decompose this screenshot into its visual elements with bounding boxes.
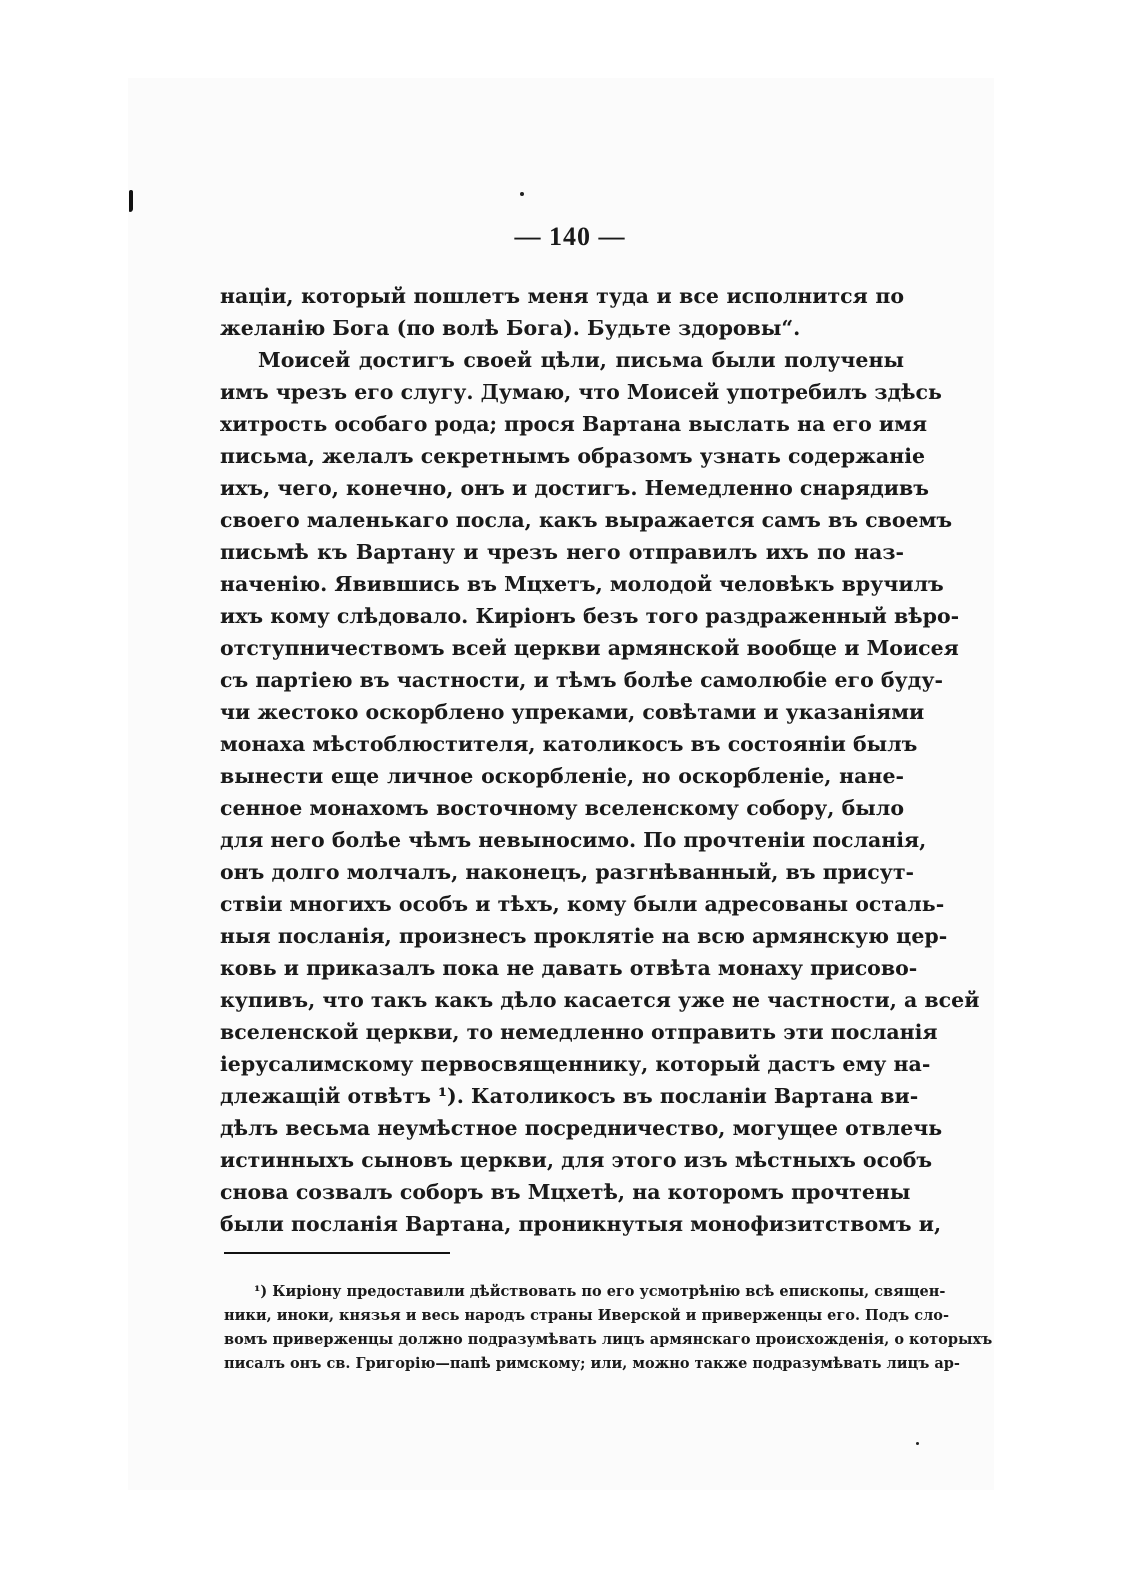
body-text <box>220 280 980 1240</box>
footnote-line: вомъ приверженцы должно подразумѣвать лицъ армянскаго происхожденія, о которыхъ <box>224 1331 993 1348</box>
footnotes <box>224 1280 993 1376</box>
text-line: были посланія Вартана, проникнутыя монофизитствомъ и, <box>220 1212 942 1236</box>
text-line: отступничествомъ всей церкви армянской вообще и Моисея <box>220 636 959 660</box>
ink-speck <box>916 1442 919 1445</box>
text-line: націи, который пошлетъ меня туда и все исполнится по <box>220 284 904 308</box>
text-line: имъ чрезъ его слугу. Думаю, что Моисей употребилъ здѣсь <box>220 380 942 404</box>
text-line: съ партіею въ частности, и тѣмъ болѣе самолюбіе его буду- <box>220 668 943 692</box>
text-line: для него болѣе чѣмъ невыносимо. По прочтеніи посланія, <box>220 828 927 852</box>
text-line: письма, желалъ секретнымъ образомъ узнать содержаніе <box>220 444 926 468</box>
text-line: длежащій отвѣтъ ¹). Католикосъ въ посланіи Вартана ви- <box>220 1084 919 1108</box>
text-line: снова созвалъ соборъ въ Мцхетѣ, на которомъ прочтены <box>220 1180 911 1204</box>
text-line: онъ долго молчалъ, наконецъ, разгнѣванный, въ присут- <box>220 860 915 884</box>
text-line: монаха мѣстоблюстителя, католикосъ въ состояніи былъ <box>220 732 918 756</box>
footnote-line: писалъ онъ св. Григорію—папѣ римскому; или, можно также подразумѣвать лицъ ар- <box>224 1355 960 1372</box>
text-line: купивъ, что такъ какъ дѣло касается уже не частности, а всей <box>220 988 980 1012</box>
margin-ink-mark <box>129 190 133 212</box>
text-line: Моисей достигъ своей цѣли, письма были получены <box>258 348 904 372</box>
text-line: ихъ, чего, конечно, онъ и достигъ. Немедленно снарядивъ <box>220 476 929 500</box>
text-line: желанію Бога (по волѣ Бога). Будьте здоровы“. <box>220 316 801 340</box>
text-line: наченію. Явившись въ Мцхетъ, молодой человѣкъ вручилъ <box>220 572 944 596</box>
text-line: письмѣ къ Вартану и чрезъ него отправилъ ихъ по наз- <box>220 540 904 564</box>
footnote-line: ¹) Киріону предоставили дѣйствовать по его усмотрѣнію всѣ епископы, священ- <box>254 1283 946 1300</box>
text-line: хитрость особаго рода; прося Вартана выслать на его имя <box>220 412 928 436</box>
text-line: своего маленькаго посла, какъ выражается самъ въ своемъ <box>220 508 953 532</box>
footnote-divider <box>224 1252 450 1254</box>
text-line: іерусалимскому первосвященнику, который дастъ ему на- <box>220 1052 931 1076</box>
page-number: — 140 — <box>514 222 626 251</box>
text-line: ковь и приказалъ пока не давать отвѣта монаху присово- <box>220 956 918 980</box>
text-line: истинныхъ сыновъ церкви, для этого изъ мѣстныхъ особъ <box>220 1148 933 1172</box>
text-line: дѣлъ весьма неумѣстное посредничество, могущее отвлечь <box>220 1116 943 1140</box>
ink-speck <box>520 192 524 196</box>
text-line: вынести еще личное оскорбленіе, но оскорбленіе, нане- <box>220 764 904 788</box>
text-line: ствіи многихъ особъ и тѣхъ, кому были адресованы осталь- <box>220 892 945 916</box>
text-line: ихъ кому слѣдовало. Киріонъ безъ того раздраженный вѣро- <box>220 604 960 628</box>
text-line: чи жестоко оскорблено упреками, совѣтами и указаніями <box>220 700 925 724</box>
text-line: сенное монахомъ восточному вселенскому собору, было <box>220 796 904 820</box>
text-line: ныя посланія, произнесъ проклятіе на всю армянскую цер- <box>220 924 948 948</box>
footnote-line: ники, иноки, князья и весь народъ страны Иверской и приверженцы его. Подъ сло- <box>224 1307 949 1324</box>
text-line: вселенской церкви, то немедленно отправить эти посланія <box>220 1020 938 1044</box>
